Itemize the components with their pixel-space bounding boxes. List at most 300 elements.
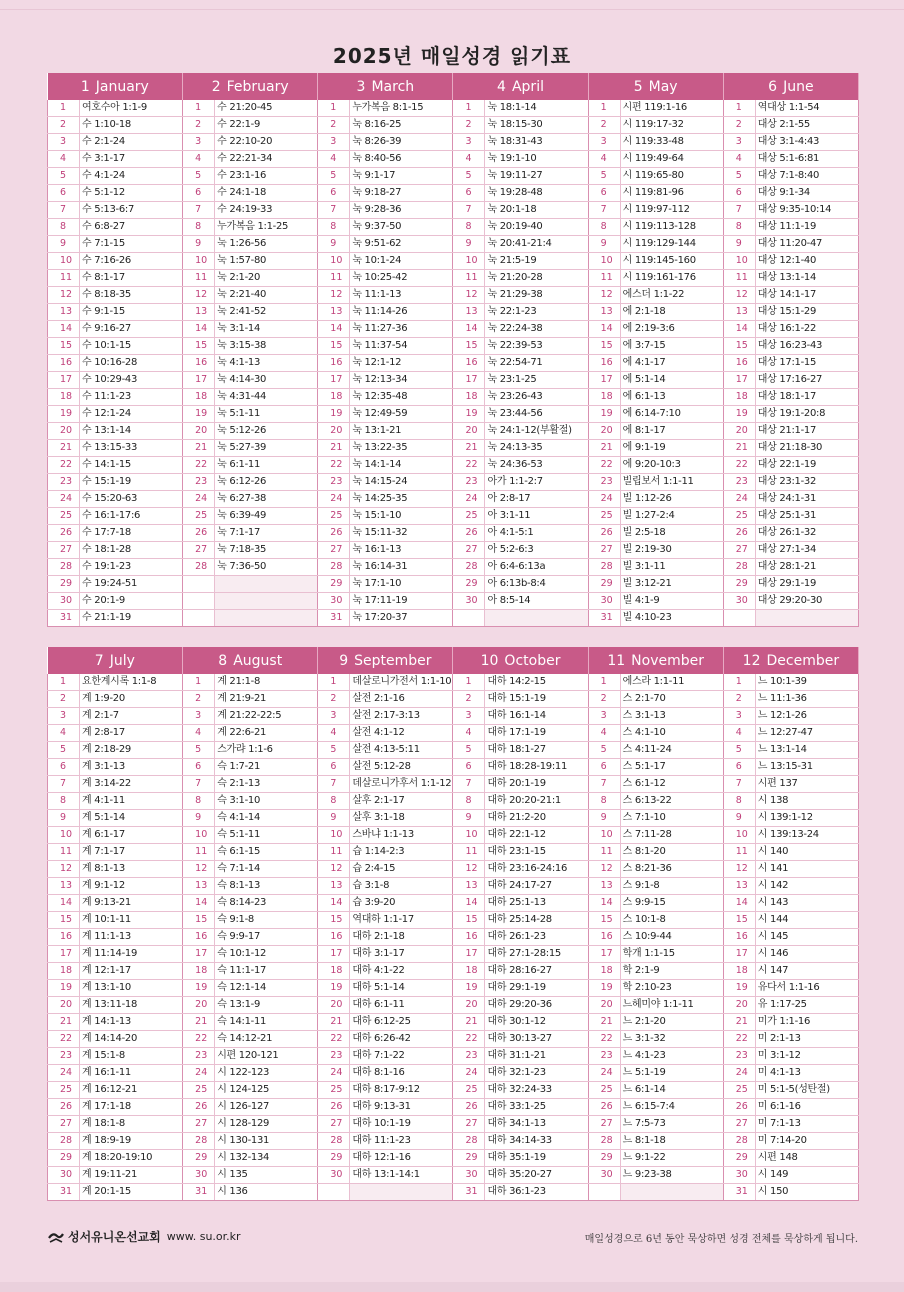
reading-passage: 대하 14:2-15 — [485, 674, 588, 691]
day-number: 6 — [453, 759, 485, 776]
day-number: 15 — [453, 338, 485, 355]
reading-passage: 빌립보서 1:1-11 — [620, 474, 723, 491]
reading-passage: 눅 12:35-48 — [350, 389, 453, 406]
day-number: 13 — [723, 304, 755, 321]
reading-passage: 스 4:11-24 — [620, 742, 723, 759]
day-number: 10 — [588, 827, 620, 844]
day-number: 9 — [318, 236, 350, 253]
reading-passage: 느 8:1-18 — [620, 1133, 723, 1150]
day-number: 15 — [48, 912, 80, 929]
reading-passage: 눅 16:1-13 — [350, 542, 453, 559]
reading-passage: 계 13:1-10 — [80, 980, 183, 997]
day-number: 15 — [318, 338, 350, 355]
table-row — [48, 151, 859, 168]
day-number: 10 — [723, 253, 755, 270]
reading-passage: 슥 13:1-9 — [215, 997, 318, 1014]
reading-passage: 대상 28:1-21 — [755, 559, 858, 576]
day-number: 8 — [588, 793, 620, 810]
day-number: 26 — [453, 1099, 485, 1116]
reading-passage: 눅 17:11-19 — [350, 593, 453, 610]
reading-passage: 수 13:1-14 — [80, 423, 183, 440]
reading-passage: 역대하 1:1-17 — [350, 912, 453, 929]
day-number: 4 — [48, 151, 80, 168]
day-number: 14 — [588, 895, 620, 912]
reading-passage: 눅 9:28-36 — [350, 202, 453, 219]
reading-passage: 느 12:27-47 — [755, 725, 858, 742]
month-name: January — [95, 78, 149, 95]
reading-passage: 스 5:1-17 — [620, 759, 723, 776]
month-number: 11 — [607, 652, 626, 669]
table-row — [48, 321, 859, 338]
table-row — [48, 338, 859, 355]
table-row — [48, 423, 859, 440]
day-number: 5 — [48, 742, 80, 759]
day-number: 5 — [588, 742, 620, 759]
day-number: 3 — [48, 134, 80, 151]
day-number: 23 — [453, 474, 485, 491]
day-number: 28 — [453, 1133, 485, 1150]
reading-passage: 시 119:65-80 — [620, 168, 723, 185]
reading-passage: 대하 26:1-23 — [485, 929, 588, 946]
reading-passage: 계 19:11-21 — [80, 1167, 183, 1184]
reading-passage: 시 149 — [755, 1167, 858, 1184]
reading-passage: 계 3:14-22 — [80, 776, 183, 793]
table-row — [48, 1065, 859, 1082]
day-number: 2 — [723, 117, 755, 134]
day-number: 12 — [318, 861, 350, 878]
reading-passage: 눅 7:18-35 — [215, 542, 318, 559]
reading-passage: 대하 36:1-23 — [485, 1184, 588, 1201]
month-header — [723, 647, 858, 674]
reading-passage: 아 6:13b-8:4 — [485, 576, 588, 593]
reading-passage: 수 16:1-17:6 — [80, 508, 183, 525]
reading-passage: 슥 9:9-17 — [215, 929, 318, 946]
reading-passage: 대상 14:1-17 — [755, 287, 858, 304]
reading-passage: 눅 13:1-21 — [350, 423, 453, 440]
day-number: 6 — [48, 185, 80, 202]
day-number: 11 — [723, 844, 755, 861]
day-number: 24 — [183, 491, 215, 508]
reading-passage: 에스라 1:1-11 — [620, 674, 723, 691]
empty-cell — [755, 610, 858, 627]
reading-passage: 스 10:1-8 — [620, 912, 723, 929]
reading-passage: 대상 9:1-34 — [755, 185, 858, 202]
day-number: 24 — [48, 1065, 80, 1082]
day-number: 19 — [453, 980, 485, 997]
day-number: 1 — [723, 100, 755, 117]
day-number: 26 — [588, 1099, 620, 1116]
month-header — [48, 647, 183, 674]
reading-passage: 아 8:5-14 — [485, 593, 588, 610]
reading-passage: 스 9:9-15 — [620, 895, 723, 912]
table-row — [48, 895, 859, 912]
day-number: 13 — [183, 304, 215, 321]
day-number: 28 — [588, 559, 620, 576]
day-number: 31 — [588, 610, 620, 627]
day-number: 31 — [183, 1184, 215, 1201]
day-number: 12 — [723, 287, 755, 304]
day-number: 14 — [183, 895, 215, 912]
table-row — [48, 725, 859, 742]
day-number: 13 — [48, 304, 80, 321]
reading-passage: 살전 2:1-16 — [350, 691, 453, 708]
day-number: 30 — [723, 593, 755, 610]
day-number: 1 — [588, 674, 620, 691]
day-number: 23 — [723, 1048, 755, 1065]
reading-passage: 눅 14:1-14 — [350, 457, 453, 474]
reading-passage: 대상 16:1-22 — [755, 321, 858, 338]
table-row — [48, 491, 859, 508]
day-number: 23 — [183, 474, 215, 491]
reading-passage: 미 7:14-20 — [755, 1133, 858, 1150]
reading-passage: 눅 10:1-24 — [350, 253, 453, 270]
reading-passage: 아 5:2-6:3 — [485, 542, 588, 559]
day-number: 2 — [318, 117, 350, 134]
footer-org — [48, 1228, 241, 1245]
day-number: 13 — [318, 304, 350, 321]
reading-passage: 시 145 — [755, 929, 858, 946]
reading-passage: 대하 17:1-19 — [485, 725, 588, 742]
day-number: 27 — [183, 1116, 215, 1133]
month-name: September — [354, 652, 432, 669]
table-row — [48, 474, 859, 491]
calendar-block-jul-dec — [47, 647, 859, 1201]
month-name: May — [648, 78, 678, 95]
day-number: 7 — [183, 202, 215, 219]
day-number: 20 — [183, 997, 215, 1014]
day-number: 24 — [453, 1065, 485, 1082]
reading-passage: 눅 4:31-44 — [215, 389, 318, 406]
day-number: 16 — [183, 929, 215, 946]
reading-passage: 눅 21:5-19 — [485, 253, 588, 270]
reading-passage: 계 14:14-20 — [80, 1031, 183, 1048]
reading-passage: 눅 19:28-48 — [485, 185, 588, 202]
day-number: 22 — [318, 457, 350, 474]
reading-passage: 대상 2:1-55 — [755, 117, 858, 134]
reading-passage: 시 119:49-64 — [620, 151, 723, 168]
day-number: 8 — [183, 219, 215, 236]
reading-passage: 스 8:21-36 — [620, 861, 723, 878]
day-number: 23 — [183, 1048, 215, 1065]
reading-passage: 수 14:1-15 — [80, 457, 183, 474]
reading-passage: 눅 21:20-28 — [485, 270, 588, 287]
day-number: 18 — [723, 963, 755, 980]
day-number: 8 — [453, 793, 485, 810]
reading-passage: 살후 3:1-18 — [350, 810, 453, 827]
day-number: 1 — [183, 674, 215, 691]
reading-passage: 대하 10:1-19 — [350, 1116, 453, 1133]
day-number: 4 — [588, 151, 620, 168]
month-header — [453, 73, 588, 100]
reading-passage: 대상 25:1-31 — [755, 508, 858, 525]
day-number: 5 — [588, 168, 620, 185]
reading-passage: 습 3:1-8 — [350, 878, 453, 895]
day-number: 17 — [48, 946, 80, 963]
reading-passage: 느 5:1-19 — [620, 1065, 723, 1082]
day-number: 11 — [183, 270, 215, 287]
day-number: 18 — [318, 389, 350, 406]
reading-passage: 슥 3:1-10 — [215, 793, 318, 810]
reading-passage: 눅 21:29-38 — [485, 287, 588, 304]
reading-passage: 느 13:1-14 — [755, 742, 858, 759]
reading-passage: 눅 23:1-25 — [485, 372, 588, 389]
day-number: 25 — [723, 508, 755, 525]
day-number: 26 — [723, 525, 755, 542]
day-number: 27 — [318, 542, 350, 559]
reading-passage: 대하 8:17-9:12 — [350, 1082, 453, 1099]
reading-passage: 수 1:10-18 — [80, 117, 183, 134]
org-url[interactable]: www. su.or.kr — [166, 1230, 241, 1243]
reading-passage: 스 2:1-70 — [620, 691, 723, 708]
day-number: 23 — [588, 474, 620, 491]
reading-passage: 대하 28:16-27 — [485, 963, 588, 980]
reading-passage: 시 119:33-48 — [620, 134, 723, 151]
reading-passage: 대하 31:1-21 — [485, 1048, 588, 1065]
reading-passage: 눅 15:1-10 — [350, 508, 453, 525]
day-number: 4 — [183, 151, 215, 168]
day-number: 12 — [453, 861, 485, 878]
reading-passage: 계 2:8-17 — [80, 725, 183, 742]
reading-passage: 눅 14:25-35 — [350, 491, 453, 508]
reading-passage: 계 6:1-17 — [80, 827, 183, 844]
day-number: 14 — [723, 321, 755, 338]
reading-passage: 눅 13:22-35 — [350, 440, 453, 457]
reading-passage: 미 4:1-13 — [755, 1065, 858, 1082]
reading-passage: 스 6:13-22 — [620, 793, 723, 810]
day-number: 31 — [48, 610, 80, 627]
day-number: 16 — [453, 355, 485, 372]
calendar-block-jan-jun — [47, 73, 859, 627]
reading-passage: 시 122-123 — [215, 1065, 318, 1082]
reading-passage: 대하 24:17-27 — [485, 878, 588, 895]
reading-passage: 슥 6:1-15 — [215, 844, 318, 861]
day-number: 8 — [183, 793, 215, 810]
reading-passage: 대하 29:20-36 — [485, 997, 588, 1014]
reading-passage: 대상 29:20-30 — [755, 593, 858, 610]
day-number: 7 — [588, 776, 620, 793]
reading-passage: 계 20:1-15 — [80, 1184, 183, 1201]
reading-passage: 살전 2:17-3:13 — [350, 708, 453, 725]
reading-passage: 계 21:9-21 — [215, 691, 318, 708]
day-number: 18 — [723, 389, 755, 406]
reading-passage: 느 6:1-14 — [620, 1082, 723, 1099]
day-number: 20 — [318, 997, 350, 1014]
day-number: 12 — [183, 287, 215, 304]
day-number: 15 — [48, 338, 80, 355]
empty-cell — [215, 593, 318, 610]
reading-passage: 느 11:1-36 — [755, 691, 858, 708]
reading-passage: 대상 7:1-8:40 — [755, 168, 858, 185]
reading-passage: 요한계시록 1:1-8 — [80, 674, 183, 691]
day-number: 10 — [453, 253, 485, 270]
day-number: 18 — [318, 963, 350, 980]
reading-passage: 에 6:1-13 — [620, 389, 723, 406]
day-number: 13 — [453, 878, 485, 895]
month-name: April — [511, 78, 544, 95]
day-number: 27 — [453, 1116, 485, 1133]
reading-passage: 수 10:29-43 — [80, 372, 183, 389]
day-number: 21 — [48, 1014, 80, 1031]
day-number: 16 — [588, 355, 620, 372]
day-number: 8 — [318, 793, 350, 810]
reading-passage: 눅 11:1-13 — [350, 287, 453, 304]
reading-passage: 습 3:9-20 — [350, 895, 453, 912]
reading-passage: 계 16:12-21 — [80, 1082, 183, 1099]
day-number: 14 — [588, 321, 620, 338]
reading-passage: 눅 6:12-26 — [215, 474, 318, 491]
table-row — [48, 219, 859, 236]
reading-passage: 살전 4:1-12 — [350, 725, 453, 742]
day-number: 11 — [183, 844, 215, 861]
day-number: 11 — [453, 270, 485, 287]
reading-passage: 계 11:1-13 — [80, 929, 183, 946]
day-number: 3 — [723, 708, 755, 725]
day-number: 30 — [318, 1167, 350, 1184]
table-row — [48, 1082, 859, 1099]
table-row — [48, 610, 859, 627]
day-number: 24 — [453, 491, 485, 508]
day-number: 28 — [588, 1133, 620, 1150]
day-number: 13 — [48, 878, 80, 895]
month-number: 2 — [211, 78, 221, 95]
reading-passage: 슥 4:1-14 — [215, 810, 318, 827]
reading-passage: 대하 11:1-23 — [350, 1133, 453, 1150]
day-number: 19 — [723, 980, 755, 997]
day-number: 2 — [588, 117, 620, 134]
reading-passage: 시 146 — [755, 946, 858, 963]
month-number: 4 — [497, 78, 506, 95]
reading-passage: 시 119:81-96 — [620, 185, 723, 202]
reading-passage: 여호수아 1:1-9 — [80, 100, 183, 117]
day-number: 23 — [48, 474, 80, 491]
day-number: 3 — [453, 134, 485, 151]
top-divider — [0, 9, 904, 10]
day-number: 29 — [723, 576, 755, 593]
reading-passage: 눅 22:39-53 — [485, 338, 588, 355]
reading-passage: 대상 18:1-17 — [755, 389, 858, 406]
day-number: 13 — [588, 304, 620, 321]
day-number: 3 — [588, 708, 620, 725]
table-row — [48, 844, 859, 861]
reading-passage: 시 130-131 — [215, 1133, 318, 1150]
reading-passage: 계 18:9-19 — [80, 1133, 183, 1150]
month-name: June — [783, 78, 814, 95]
reading-passage: 시편 120-121 — [215, 1048, 318, 1065]
reading-passage: 누가복음 8:1-15 — [350, 100, 453, 117]
reading-passage: 시 126-127 — [215, 1099, 318, 1116]
reading-passage: 대하 22:1-12 — [485, 827, 588, 844]
reading-passage: 계 11:14-19 — [80, 946, 183, 963]
reading-passage: 대상 17:16-27 — [755, 372, 858, 389]
day-number: 16 — [453, 929, 485, 946]
reading-passage: 눅 1:26-56 — [215, 236, 318, 253]
reading-passage: 대상 11:20-47 — [755, 236, 858, 253]
table-row — [48, 270, 859, 287]
reading-passage: 눅 4:14-30 — [215, 372, 318, 389]
reading-passage: 눅 4:1-13 — [215, 355, 318, 372]
reading-passage: 시 119:161-176 — [620, 270, 723, 287]
day-number: 18 — [48, 963, 80, 980]
reading-passage: 수 4:1-24 — [80, 168, 183, 185]
reading-passage: 눅 2:1-20 — [215, 270, 318, 287]
day-number: 22 — [183, 457, 215, 474]
day-number: 1 — [48, 100, 80, 117]
day-number: 30 — [588, 593, 620, 610]
reading-passage: 대상 16:23-43 — [755, 338, 858, 355]
scripture-union-logo-icon — [48, 1230, 64, 1244]
reading-passage: 느헤미야 1:1-11 — [620, 997, 723, 1014]
month-header — [453, 647, 588, 674]
reading-passage: 대하 6:26-42 — [350, 1031, 453, 1048]
month-name: October — [504, 652, 561, 669]
day-number: 12 — [723, 861, 755, 878]
reading-passage: 시 150 — [755, 1184, 858, 1201]
day-number: 25 — [588, 508, 620, 525]
day-number: 3 — [723, 134, 755, 151]
day-number: 21 — [48, 440, 80, 457]
empty-cell — [485, 610, 588, 627]
reading-passage: 살전 5:12-28 — [350, 759, 453, 776]
day-number: 7 — [318, 202, 350, 219]
day-number: 7 — [588, 202, 620, 219]
day-number: 6 — [723, 759, 755, 776]
day-number: 17 — [453, 372, 485, 389]
day-number: 12 — [48, 861, 80, 878]
day-number: 22 — [453, 1031, 485, 1048]
month-name: November — [631, 652, 705, 669]
reading-passage: 수 17:7-18 — [80, 525, 183, 542]
day-number: 6 — [318, 759, 350, 776]
reading-passage: 눅 22:24-38 — [485, 321, 588, 338]
reading-passage: 눅 6:39-49 — [215, 508, 318, 525]
footer-note: 매일성경으로 6년 동안 묵상하면 성경 전체를 묵상하게 됩니다. — [584, 1234, 858, 1245]
day-number: 26 — [723, 1099, 755, 1116]
reading-passage: 느 2:1-20 — [620, 1014, 723, 1031]
reading-passage: 시 147 — [755, 963, 858, 980]
month-name: March — [371, 78, 415, 95]
reading-passage: 느 3:1-32 — [620, 1031, 723, 1048]
reading-passage: 시 119:17-32 — [620, 117, 723, 134]
day-number: 27 — [588, 542, 620, 559]
reading-passage: 스가랴 1:1-6 — [215, 742, 318, 759]
day-number: 26 — [183, 1099, 215, 1116]
reading-passage: 대하 23:1-15 — [485, 844, 588, 861]
reading-passage: 계 13:11-18 — [80, 997, 183, 1014]
table-row — [48, 304, 859, 321]
table-row — [48, 134, 859, 151]
reading-passage: 느 9:1-22 — [620, 1150, 723, 1167]
reading-passage: 유다서 1:1-16 — [755, 980, 858, 997]
day-number: 27 — [588, 1116, 620, 1133]
day-number: 18 — [453, 389, 485, 406]
day-number: 9 — [318, 810, 350, 827]
day-number: 15 — [588, 912, 620, 929]
day-number: 4 — [48, 725, 80, 742]
day-number: 2 — [453, 117, 485, 134]
table-row — [48, 742, 859, 759]
reading-passage: 빌 2:19-30 — [620, 542, 723, 559]
day-number: 24 — [723, 491, 755, 508]
reading-passage: 계 16:1-11 — [80, 1065, 183, 1082]
reading-passage: 수 24:19-33 — [215, 202, 318, 219]
day-number: 6 — [183, 185, 215, 202]
reading-passage: 빌 1:12-26 — [620, 491, 723, 508]
reading-passage: 시편 148 — [755, 1150, 858, 1167]
day-number: 14 — [723, 895, 755, 912]
day-number: 25 — [453, 1082, 485, 1099]
day-number: 31 — [318, 610, 350, 627]
day-number: 8 — [453, 219, 485, 236]
